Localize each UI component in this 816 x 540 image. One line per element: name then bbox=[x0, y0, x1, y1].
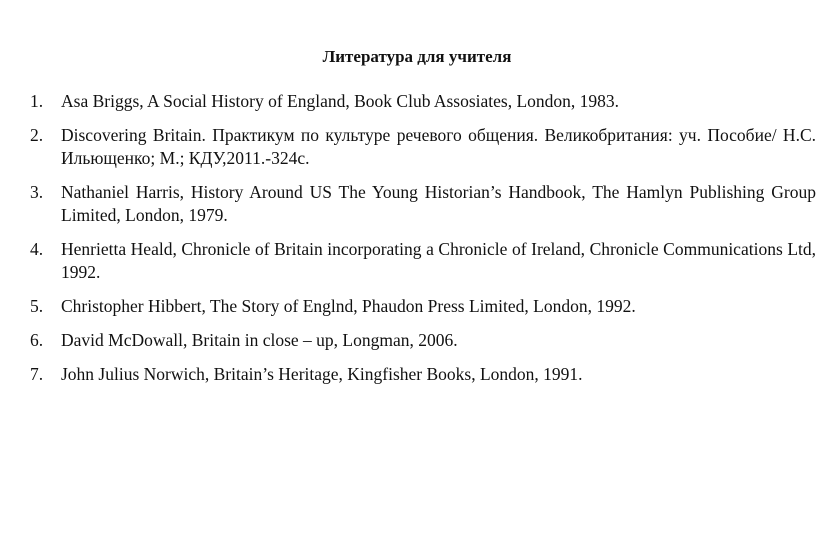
list-item bbox=[30, 238, 816, 284]
list-item-text: Christopher Hibbert, The Story of Englnd, Phaudon Press Limited, London, 1992. bbox=[61, 296, 636, 316]
list-item bbox=[30, 295, 816, 318]
list-item-text: Asa Briggs, A Social History of England, Book Club Assosiates, London, 1983. bbox=[61, 91, 620, 111]
list-item-text: Henrietta Heald, Chronicle of Britain incorporating a Chronicle of Ireland, Chronicle Communications Ltd, 1992. bbox=[61, 239, 816, 282]
list-item-text: David McDowall, Britain in close – up, Longman, 2006. bbox=[61, 330, 458, 350]
list-item bbox=[30, 90, 816, 113]
list-item-number: 2. bbox=[30, 125, 44, 145]
list-item bbox=[30, 181, 816, 227]
list-item-text: Nathaniel Harris, History Around US The Young Historian’s Handbook, The Hamlyn Publishing Group Limited, London, 1979. bbox=[61, 182, 816, 225]
list-item-text: John Julius Norwich, Britain’s Heritage, Kingfisher Books, London, 1991. bbox=[61, 364, 583, 384]
page-title: Литература для учителя bbox=[322, 47, 512, 66]
list-item bbox=[30, 329, 816, 352]
list-item-text: Discovering Britain. Практикум по культуре речевого общения. Великобритания: уч. Пособие/ Н.С. Ильющенко; М.; КДУ,2011.-324с. bbox=[61, 125, 816, 168]
list-item-number: 3. bbox=[30, 182, 44, 202]
list-item-number: 1. bbox=[30, 91, 44, 111]
list-item-number: 7. bbox=[30, 364, 44, 384]
reference-list bbox=[30, 90, 816, 397]
list-item-number: 5. bbox=[30, 296, 44, 316]
list-item-number: 4. bbox=[30, 239, 44, 259]
list-item bbox=[30, 124, 816, 170]
list-item-number: 6. bbox=[30, 330, 44, 350]
list-item bbox=[30, 363, 816, 386]
